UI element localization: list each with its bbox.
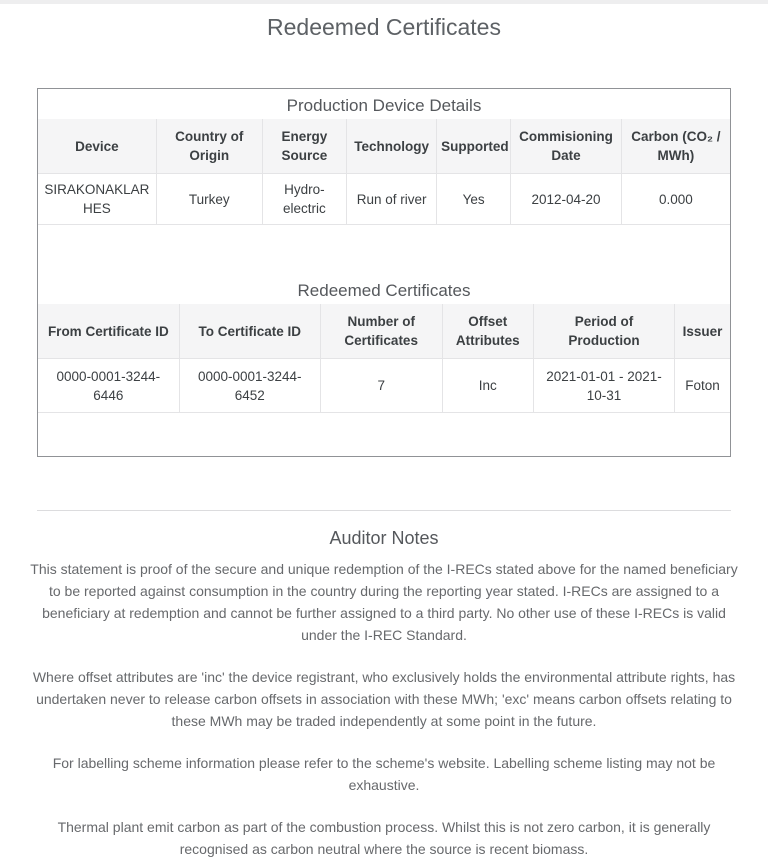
column-header: Supported (437, 119, 511, 174)
auditor-note-paragraph: This statement is proof of the secure and unique redemption of the I-RECs stated above for the named beneficiary to be reported against consumption in the country during the reporting year stated. I-RECs are assigned to a beneficiary at redemption and cannot be further assigned to a third party. No other use of these I-RECs is valid under the I-REC Standard. (30, 561, 738, 643)
column-header: Energy Source (262, 119, 346, 174)
auditor-note-paragraph: Where offset attributes are 'inc' the device registrant, who exclusively holds the environmental attribute rights, has undertaken never to release carbon offsets in association with these MWh; 'exc' means carbon offsets relating to these MWh may be traded independently at some point in the future. (32, 669, 736, 729)
column-header: Country of Origin (156, 119, 262, 174)
page-title: Redeemed Certificates (267, 14, 501, 40)
certificates-table-title: Redeemed Certificates (297, 281, 471, 300)
auditor-notes-section (28, 525, 740, 860)
column-header: Number of Certificates (320, 304, 442, 359)
table-cell: 0000-0001-3244-6446 (38, 359, 179, 413)
table-cell: 2021-01-01 - 2021-10-31 (533, 359, 674, 413)
production-device-table (38, 119, 730, 225)
table-cell: Hydro-electric (262, 174, 346, 225)
table-header-row (38, 119, 730, 174)
table-cell: SIRAKONAKLAR HES (38, 174, 156, 225)
table-cell: Foton (675, 359, 730, 413)
redeemed-certificates-table (38, 304, 730, 413)
auditor-note-paragraph: Thermal plant emit carbon as part of the combustion process. Whilst this is not zero carbon, it is generally recognised as carbon neutral where the source is recent biomass. (57, 819, 711, 857)
table-row (38, 174, 730, 225)
column-header: Device (38, 119, 156, 174)
table-cell: 2012-04-20 (511, 174, 622, 225)
table-cell: Run of river (347, 174, 437, 225)
column-header: Issuer (675, 304, 730, 359)
table-cell: 0.000 (621, 174, 730, 225)
auditor-note-paragraph: For labelling scheme information please refer to the scheme's website. Labelling scheme listing may not be exhaustive. (52, 755, 716, 793)
column-header: Carbon (CO₂ / MWh) (621, 119, 730, 174)
device-table-title: Production Device Details (286, 96, 482, 115)
column-header: Commisioning Date (511, 119, 622, 174)
table-cell: Inc (442, 359, 533, 413)
column-header: Offset Attributes (442, 304, 533, 359)
column-header: Period of Production (533, 304, 674, 359)
table-cell: 7 (320, 359, 442, 413)
column-header: Technology (347, 119, 437, 174)
auditor-notes-title: Auditor Notes (329, 528, 439, 548)
table-row (38, 359, 730, 413)
table-cell: Yes (437, 174, 511, 225)
certificate-details-panel (37, 88, 731, 457)
table-cell: 0000-0001-3244-6452 (179, 359, 320, 413)
column-header: From Certificate ID (38, 304, 179, 359)
table-cell: Turkey (156, 174, 262, 225)
table-header-row (38, 304, 730, 359)
column-header: To Certificate ID (179, 304, 320, 359)
section-divider (37, 510, 731, 511)
page-top-strip (0, 0, 768, 4)
